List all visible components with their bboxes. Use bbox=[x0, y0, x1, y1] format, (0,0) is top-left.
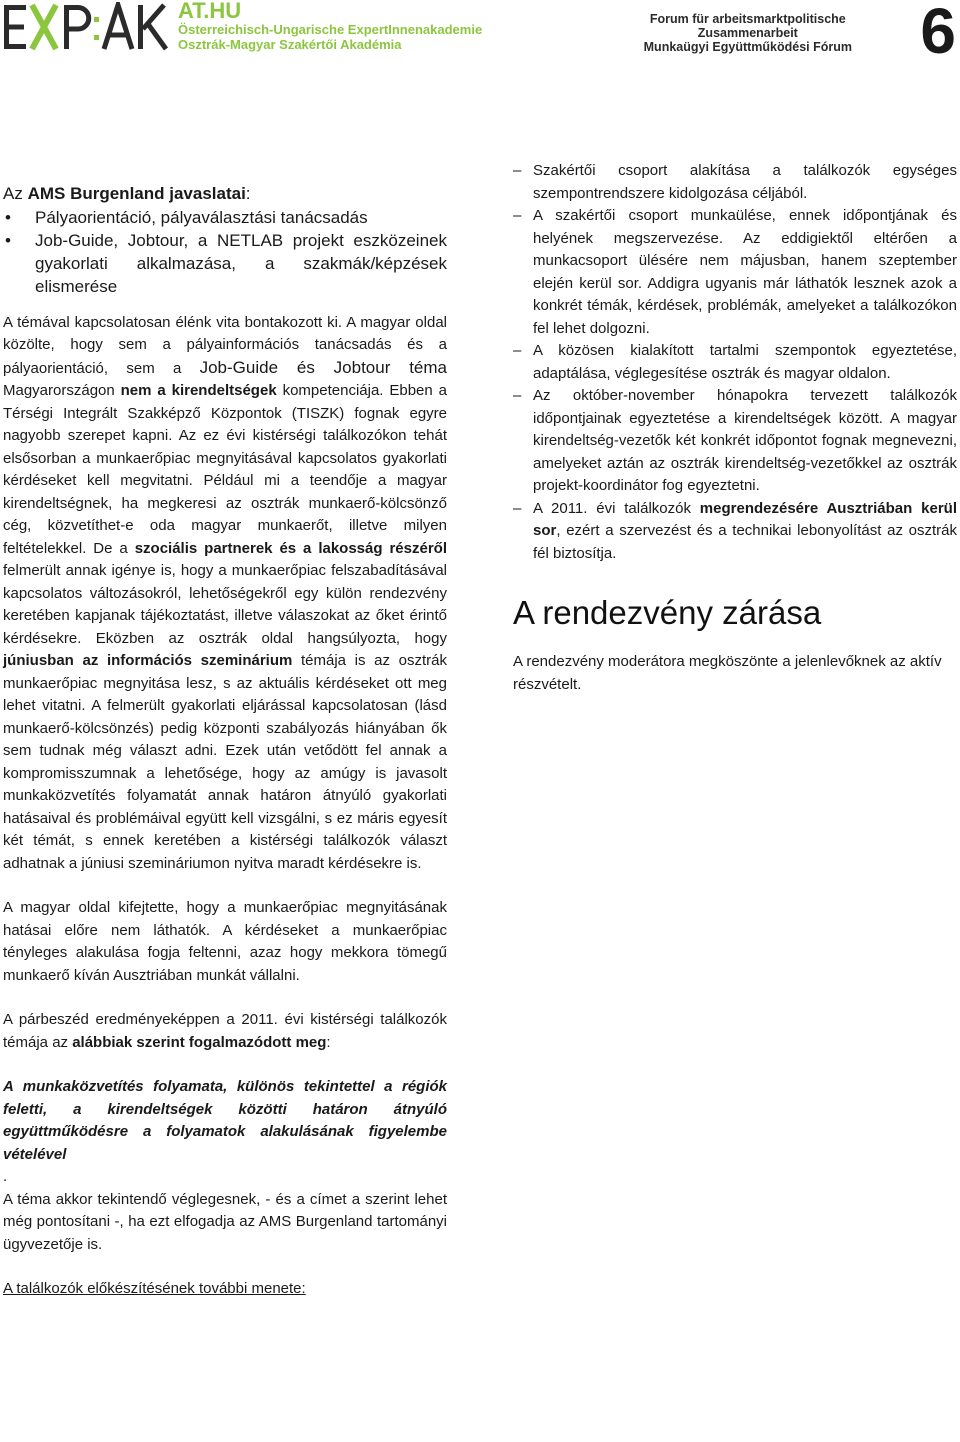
text-run: felmerült annak igénye is, hogy a munkaerőpiac felszabadításával kapcsolatos változásokról, lehetőségekről egy külön rendezvény keretében kapjanak tájékoztatást, illetve válaszokat az őket érintő kérdésekre. Eközben az osztrák oldal hangsúlyozta, hogy bbox=[3, 562, 447, 647]
discussion-paragraph bbox=[3, 312, 447, 876]
text-run: szociális partnerek és a lakosság részéről bbox=[134, 539, 447, 557]
text-run: alábbiak szerint fogalmazódott meg bbox=[72, 1033, 327, 1051]
text-run: kompetenciája. Ebben a Térségi Integrált Szakképző Központok (TISZK) fognak egyre nagyobb szerepet kapni. Az ez évi kistérségi találkozókon tehát elsősorban a munkaerőpiac megnyitásával kapcsolatos gyakorlati kérdéseket kell megvitatni. Például mi a teendője a magyar kirendeltségnek, ha megkeresi az osztrák munkaerő-kölcsönző cég, közvetíthet-e oda magyar munkaerőt, illetve milyen feltételekkel. De a bbox=[3, 382, 447, 557]
expak-logo bbox=[2, 2, 172, 52]
text-run: megrendezésére Ausztriában kerül sor bbox=[533, 499, 957, 539]
next-steps-heading: A találkozók előkészítésének további menete: bbox=[3, 1280, 306, 1297]
text-run: Job-Guide és Jobtour téma bbox=[199, 357, 447, 377]
athu-label: AT.HU bbox=[178, 0, 242, 23]
list-item: – Az október-november hónapokra tervezett találkozók időpontjainak egyeztetése a kirendeltségek között. A magyar kirendeltség-vezetők két konkrét időpontot fognak megnevezni, amelyeket aztán az osztrák kirendeltség-vezetőkkel az osztrák projekt-koordinátor fog egyeztetni. bbox=[513, 385, 957, 498]
forum-title-line2: Zusammenarbeit bbox=[697, 26, 798, 40]
text-run: : bbox=[326, 1033, 331, 1051]
text-run: témája is az osztrák munkaerőpiac megnyitása lesz, s az aktuális kérdéseket ott meg lehet vitatni. A felmerült gyakorlati eljárással kapcsolatosan (lásd munkaerő-kölcsönzés) pedig központi szabályozás hiányában ők sem tudnak még választ adni. Ezek után vetődött fel annak a kompromisszumnak a lehetősége, hogy az amúgy is javasolt munkaközvetítés folyamatát annak határon átnyúló gyakorlati hatásaival és problémáival együtt kell vizsgálni, s ez máris egyesít két témát, s ennek keretében a kistérségi találkozók választ adhatnak a júniusi szemináriumon nyitva maradt kérdésekre is. bbox=[3, 652, 447, 872]
right-column bbox=[513, 160, 957, 696]
academy-block bbox=[178, 0, 482, 52]
text-run: A 2011. évi találkozók bbox=[533, 499, 700, 517]
proposal-list bbox=[3, 206, 447, 298]
list-item: – A szakértői csoport munkaülése, ennek időpontjának és helyének megszervezése. Az eddigiektől eltérően a munkacsoport ülésére nem májusban, hanem szeptember elején kerül sor. Addigra ugyanis már láthatók lesznek azok a konkrét témák, kérdések, problémák, amelyeket a találkozókon fel lehet dolgozni. bbox=[513, 205, 957, 340]
finalization-paragraph: A téma akkor tekintendő véglegesnek, - és a címet a szerint lehet még pontosítani -, ha ezt elfogadja az AMS Burgenland tartományi ügyvezetője is. bbox=[3, 1190, 447, 1253]
intro-bold: AMS Burgenland javaslatai bbox=[27, 184, 246, 203]
forum-title-line3: Munkaügyi Együttműködési Fórum bbox=[643, 40, 852, 54]
list-item: – Szakértői csoport alakítása a találkozók egységes szempontrendszere kidolgozása céljából. bbox=[513, 160, 957, 205]
preparation-steps-list bbox=[513, 160, 957, 565]
text-run: , ezért a szervezést és a technikai lebonyolítást az osztrák fél biztosítja. bbox=[533, 522, 957, 562]
academy-name-hu: Osztrák-Magyar Szakértői Akadémia bbox=[178, 37, 402, 52]
intro-colon: : bbox=[245, 184, 251, 203]
page-number: 6 bbox=[920, 0, 956, 67]
text-run: A témával kapcsolatosan élénk vita bontakozott ki. A magyar oldal közölte, hogy sem a pályainformációs tanácsadás és a pályaorientáció, sem a bbox=[3, 313, 447, 377]
text-run: nem a kirendeltségek bbox=[120, 382, 277, 399]
text-run: Magyarországon bbox=[3, 382, 121, 399]
list-item bbox=[513, 498, 957, 566]
dialogue-result-paragraph bbox=[3, 1009, 447, 1054]
closing-paragraph: A rendezvény moderátora megköszönte a jelenlevőknek az aktív részvételt. bbox=[513, 653, 942, 693]
section-title: A rendezvény zárása bbox=[513, 594, 822, 631]
hungarian-side-paragraph: A magyar oldal kifejtette, hogy a munkaerőpiac megnyitásának hatásai előre nem láthatók. A kérdéseket a munkaerőpiac tényleges alakulása fogja feltenni, azaz hogy mekkora tömegű munkaerő kíván Ausztriában munkát vállalni. bbox=[3, 899, 447, 984]
ams-proposals-heading bbox=[3, 183, 447, 206]
left-column bbox=[3, 183, 447, 1301]
forum-title bbox=[644, 12, 852, 54]
text-run: júniusban az információs szeminárium bbox=[3, 652, 293, 669]
topic-statement-dot: . bbox=[3, 1168, 8, 1185]
expak-logo-mark bbox=[2, 2, 172, 52]
list-item: • Job-Guide, Jobtour, a NETLAB projekt eszközeinek gyakorlati alkalmazása, a szakmák/képzések elismerése bbox=[3, 229, 447, 298]
text-run: A párbeszéd eredményeképpen a 2011. évi kistérségi találkozók témája az bbox=[3, 1011, 447, 1051]
forum-title-line1: Forum für arbeitsmarktpolitische bbox=[649, 12, 846, 26]
page-header bbox=[0, 0, 960, 67]
intro-text: Az bbox=[3, 184, 28, 203]
list-item: • Pályaorientáció, pályaválasztási tanácsadás bbox=[3, 206, 447, 229]
list-item: – A közösen kialakított tartalmi szempontok egyeztetése, adaptálása, véglegesítése osztrák és magyar oldalon. bbox=[513, 340, 957, 385]
topic-statement: A munkaközvetítés folyamata, különös tekintettel a régiók feletti, a kirendeltségek közötti határon átnyúló együttműködésre a folyamatok alakulásának figyelembe vételével bbox=[3, 1078, 447, 1163]
academy-name-de: Österreichisch-Ungarische ExpertInnenakademie bbox=[178, 22, 483, 37]
